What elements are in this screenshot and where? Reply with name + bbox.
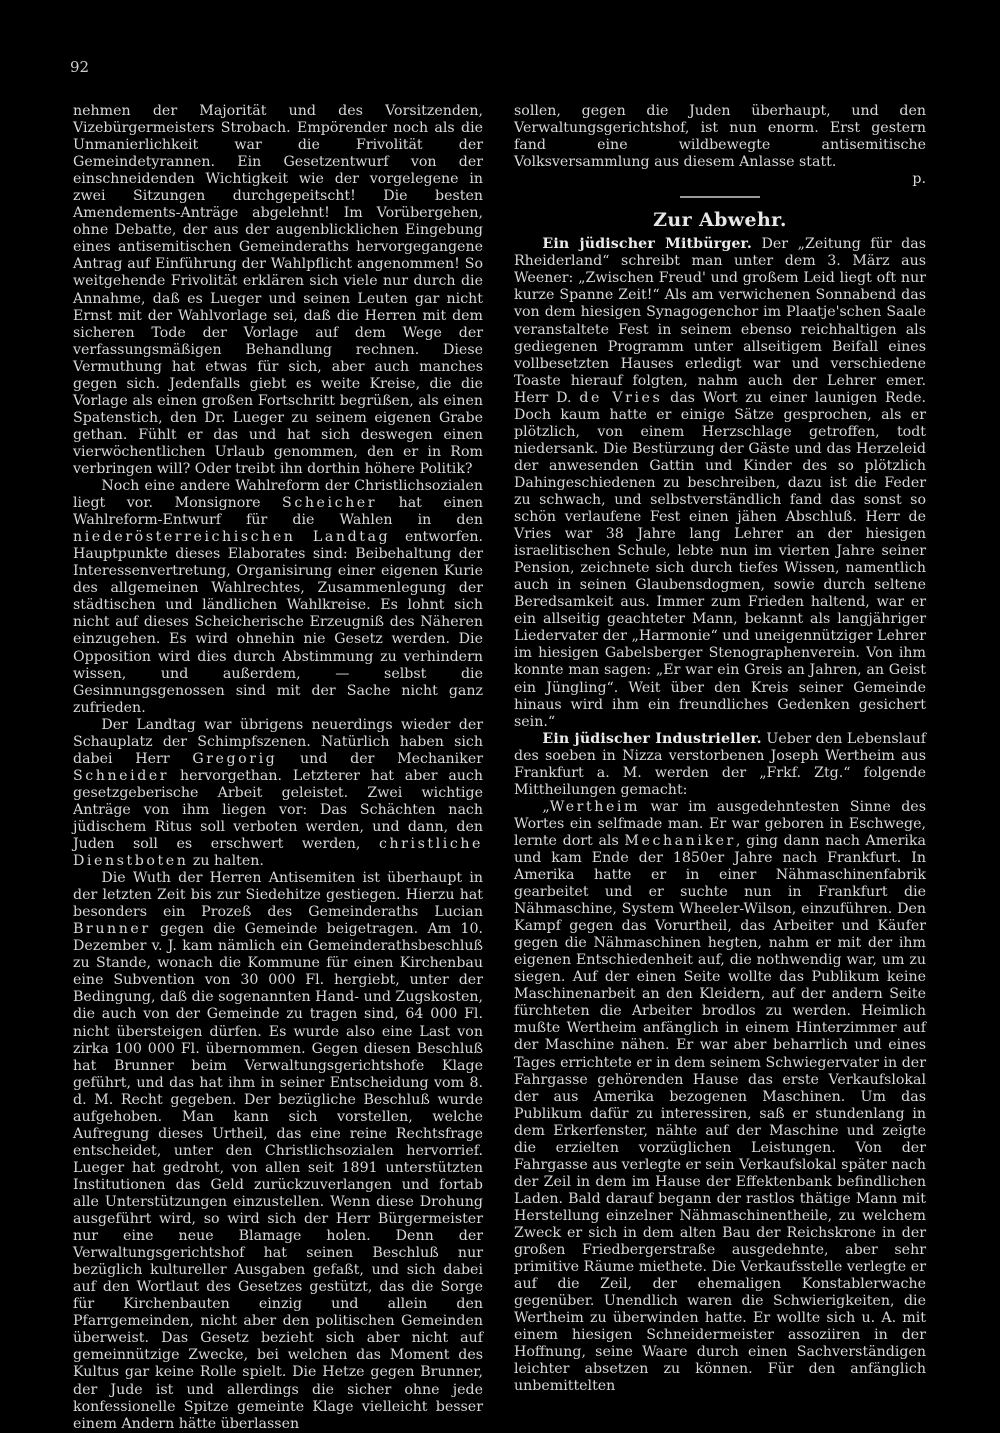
paragraph — [73, 717, 483, 870]
paragraph: nehmen der Majorität und des Vorsitzenden, Vizebürgermeisters Strobach. Empörender noch als die Unmanierlichkeit war die Frivolität der Gemeindetyrannen. Ein Gesetzentwurf von der einschneidenden Wichtigkeit wie der vorgelegene in zwei Sitzungen durchgepeitscht! Die besten Amendements-Anträge abgelehnt! Im Vorübergehen, ohne Debatte, der aus der augenblicklichen Eingebung eines antisemitischen Gemeinderaths hervorgegangene Antrag auf Einführung der Wahlpflicht angenommen! So weitgehende Frivolität erklären sich viele nur durch die Annahme, daß es Lueger und seinen Leuten gar nicht Ernst mit der Wahlvorlage sei, daß die Herren mit dem sicheren Tode der Vorlage auf dem Wege der verfassungsmäßigen Behandlung rechnen. Diese Vermuthung hat etwas für sich, aber auch manches gegen sich. Jedenfalls giebt es weite Kreise, die die Vorlage als einen großen Fortschritt begrüßen, als einen Spatenstich, den Dr. Lueger zu seinem eigenen Grabe gethan. Fühlt er das und hat sich deswegen einen vierwöchentlichen Urlaub genommen, den er in Rom verbringen will? Oder treibt ihn dorthin höhere Politik? — [73, 103, 483, 477]
section-heading: Zur Abwehr. — [653, 209, 787, 232]
text-run: Die Wuth der Herren Antisemiten ist überhaupt in der letzten Zeit bis zur Siedehitze gestiegen. Hierzu hat besonders ein Prozeß des Gemeinderaths Lucian — [73, 870, 483, 921]
text-run: Ueber den Lebenslauf des soeben in Nizza verstorbenen Joseph Wertheim aus Frankfurt a. M. werden der „Frkf. Ztg.“ folgende Mittheilungen gemacht: — [514, 730, 927, 798]
text-run: zu halten. — [188, 853, 264, 870]
text-run: und der Mechaniker — [277, 750, 483, 767]
spaced-name: de Vries — [579, 389, 663, 406]
text-run: gegen die Gemeinde beigetragen. Am 10. Dezember v. J. kam nämlich ein Gemeinderathsbeschluß zu Stande, wonach die Kommune für einen Kirchenbau eine Subvention von 30 000 Fl. hergiebt, unter der Bedingung, daß die sogenannten Hand- und Zugskosten, die auch von der Gemeinde zu tragen sind, 64 000 Fl. nicht übersteigen dürfen. Es wurde also eine Last von zirka 100 000 Fl. übernommen. Gegen diesen Beschluß hat Brunner beim Verwaltungsgerichtshofe Klage geführt, und das hat ihm in seiner Entscheidung vom 8. d. M. Recht gegeben. Der bezügliche Beschluß wurde aufgehoben. Man kann sich vorstellen, welche Aufregung dieses Urtheil, das eine reine Rechtsfrage entscheidet, unter den Christlichsozialen hervorrief. Lueger hat gedroht, von allen seit 1891 unterstützten Institutionen das Geld zurückzuverlangen und fortab alle Unterstützungen einzustellen. Wenn diese Drohung ausgeführt wird, so wird sich der Herr Bürgermeister nur eine neue Blamage holen. Denn der Verwaltungsgerichtshof hat seinen Beschluß nur bezüglich kultureller Ausgaben gefaßt, und sich dabei auf den Wortlaut des Gesetzes gestützt, das die Sorge für Kirchenbauten einzig und allein den Pfarrgemeinden, nicht aber den politischen Gemeinden überweist. Das Gesetz bezieht sich aber nicht auf gemeinnützige Zwecke, bei welchen das Moment des Kultus gar keine Rolle spielt. Die Hetze gegen Brunner, der Jude ist und allerdings die sicher ohne jede konfessionelle Spitze gemeinte Klage vielleicht besser einem Andern hätte überlassen — [73, 921, 483, 1432]
right-column — [514, 103, 926, 1395]
spaced-name: Scheicher — [282, 495, 378, 512]
spaced-name: Brunner — [73, 921, 151, 938]
text-run: hervorgethan. Letzterer hat aber auch gesetzgeberische Arbeit geleistet. Zwei wichtige Anträge von ihm liegen vor: Das Schächten nach jüdischem Ritus soll verboten werden, und dann, den Juden soll es erschwert werden, — [73, 767, 483, 853]
paragraph — [73, 478, 483, 717]
spaced-name: Mechaniker — [624, 832, 736, 849]
text-run: war im ausgedehntesten Sinne des Wortes ein selfmade man. Er war geboren in Eschwege, lernte dort als — [514, 798, 926, 849]
spaced-name: christliche Dienstboten — [73, 836, 483, 870]
article-title: Ein jüdischer Industrieller. — [542, 730, 762, 747]
text-run: hat einen Wahlreform-Entwurf für die Wahlen in den — [73, 495, 483, 529]
text-run: , ging dann nach Amerika und kam Ende der 1850er Jahre nach Frankfurt. In Amerika hatte er in einer Nähmaschinenfabrik gearbeitet und er suchte nun in Frankfurt die Nähmaschine, System Wheeler-Wilson, einzuführen. Den Kampf gegen das Vorurtheil, das Arbeiter und Käufer gegen die Nähmaschinen hegten, nahm er mit der ihm eigenen Entschiedenheit auf, die nothwendig war, um zu siegen. Auf der einen Seite wollte das Publikum keine Maschinenarbeit an den Kleidern, auf der andern Seite fürchteten die Arbeiter brodlos zu werden. Heimlich mußte Wertheim anfänglich in einem Hinterzimmer auf der Maschine nähen. Er war aber beharrlich und eines Tages errichtete er in dem seinem Schwiegervater in der Fahrgasse gehörenden Hause das erste Verkaufslokal der aus Amerika bezogenen Maschinen. Um das Publikum dafür zu interessiren, saß er stundenlang in dem Erkerfenster, nähte auf der Maschine und zeigte die erzielten vorzüglichen Leistungen. Von der Fahrgasse aus verlegte er sein Verkaufslokal später nach der Zeil in dem im Hause der Effektenbank befindlichen Laden. Bald darauf begann der rastlos thätige Mann mit Herstellung einzelner Nähmaschinentheile, zu welchem Zweck er sich in dem alten Bau der Reichskrone in der großen Friedbergerstraße ausgedehnte, aber sehr primitive Räume miethete. Die Verkaufsstelle verlegte er auf die Zeil, der ehemaligen Konstablerwache gegenüber. Unendlich waren die Schwierigkeiten, die Wertheim zu überwinden hatte. Er wollte sich u. A. mit einem hiesigen Schneidermeister assoziiren in der Hoffnung, seine Waare durch einen Sachverständigen leichter absetzen zu können. Für den anfänglich unbemittelten — [514, 832, 926, 1395]
paragraph — [514, 799, 926, 1396]
paragraph — [73, 870, 483, 1433]
spaced-name: Gregorig — [192, 750, 278, 767]
page-number: 92 — [70, 58, 90, 76]
spaced-name: Wertheim — [549, 798, 641, 815]
text-run: „ — [542, 798, 550, 815]
divider-line — [680, 196, 760, 198]
article-title: Ein jüdischer Mitbürger. — [542, 236, 752, 253]
paragraph — [514, 103, 926, 171]
text-run: Der Landtag war übrigens neuerdings wieder der Schauplatz der Schimpfszenen. Natürlich haben sich dabei Herr — [73, 716, 483, 767]
author-signature: p. — [912, 171, 926, 188]
left-column — [73, 103, 483, 1433]
article — [514, 236, 926, 730]
spaced-name: niederösterreichischen Landtag — [73, 529, 391, 546]
text-run: Noch eine andere Wahlreform der Christlichsozialen liegt vor. Monsignore — [73, 478, 483, 512]
text-run: entworfen. Hauptpunkte dieses Elaborates sind: Beibehaltung der Interessenvertretung, Organisirung einer eigenen Kurie des allgemeinen Wahlrechtes, Zusammenlegung der städtischen und ländlichen Wahlkreise. Es lohnt sich nicht auf dieses Scheicherische Erzeugniß des Näheren einzugehen. Es wird ohnehin nie Gesetz werden. Die Opposition wird dies durch Abstimmung zu verhindern wissen, und außerdem, — selbst die Gesinnungsgenossen sind mit der Sache nicht ganz zufrieden. — [73, 529, 483, 716]
text-run: Der „Zeitung für das Rheiderland“ schreibt man unter dem 3. März aus Weener: „Zwischen Freud' und großem Leid liegt oft nur kurze Spanne Zeit!“ Als am verwichenen Sonnabend das von dem hiesigen Synagogenchor im Plaatje'schen Saale veranstaltete Fest in seinem ebenso reichhaltigen als gediegenen Programm unter allseitigem Beifall eines vollbesetzten Hauses erledigt war und verschiedene Toaste hierauf folgten, nahm auch der Lehrer emer. Herr D. — [514, 236, 926, 406]
text-run: sollen, gegen die Juden überhaupt, und den Verwaltungsgerichtshof, ist nun enorm. Erst gestern fand eine wildbewegte antisemitische Volksversammlung aus diesem Anlasse statt. — [514, 103, 926, 171]
spaced-name: Schneider — [73, 767, 170, 784]
article — [514, 731, 926, 799]
text-run: das Wort zu einer launigen Rede. Doch kaum hatte er einige Sätze gesprochen, als er plötzlich, von einem Herzschlage getroffen, todt niedersank. Die Bestürzung der Gäste und das Herzeleid der anwesenden Gattin und Kinder des so plötzlich Dahingeschiedenen zu beschreiben, dazu ist die Feder zu schwach, und selbstverständlich fand das sonst so schön verlaufene Fest einen jähen Abschluß. Herr de Vries war 38 Jahre lang Lehrer an der hiesigen israelitischen Schule, lebte nun im vierten Jahre seiner Pension, zeichnete sich durch tiefes Wissen, namentlich auch in seinen Glaubensdogmen, sowie durch seltene Beredsamkeit aus. Immer zum Frieden haltend, war er ein allseitig geachteter Mann, bekannt als langjähriger Liedervater der „Harmonie“ und uneigennütziger Lehrer im hiesigen Gabelsberger Stenographenverein. Von ihm konnte man sagen: „Er war ein Greis an Jahren, an Geist ein Jüngling“. Weit über den Kreis seiner Gemeinde hinaus wird ihm ein freundliches Gedenken gesichert sein.“ — [514, 389, 927, 730]
